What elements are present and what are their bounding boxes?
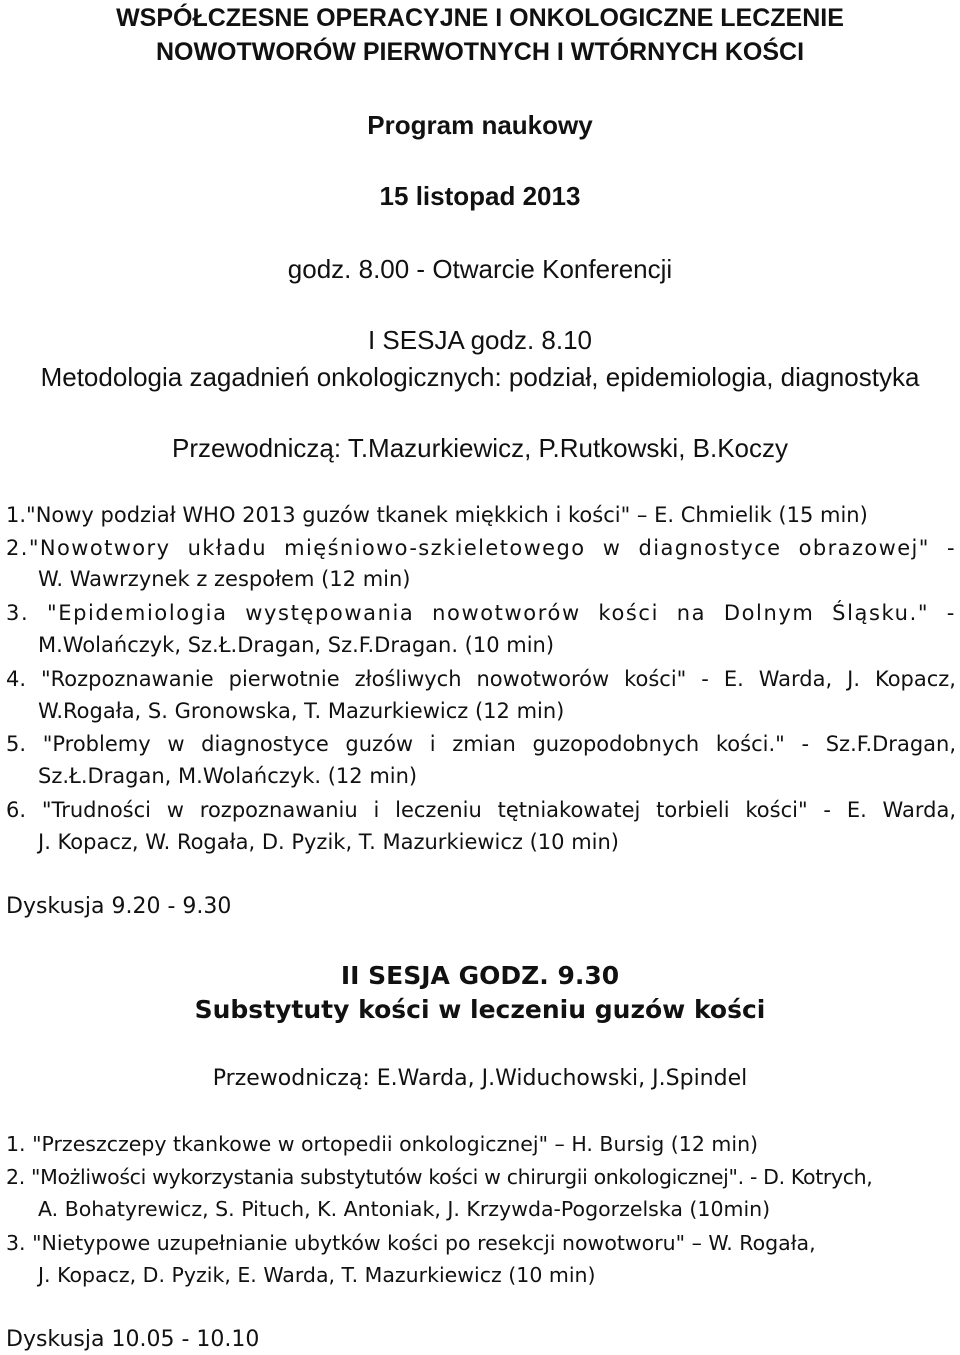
talk-authors: J. Kopacz, D. Pyzik, E. Warda, T. Mazurkiewicz (10 min) — [38, 1263, 596, 1287]
program-heading: Program naukowy — [367, 110, 593, 140]
talk-title: 3. "Nietypowe uzupełnianie ubytków kości po resekcji nowotworu" – W. Rogała, — [6, 1231, 816, 1255]
session-2-heading: II SESJA GODZ. 9.30 — [340, 961, 620, 990]
talk-text: 1. "Przeszczepy tkankowe w ortopedii onkologicznej" – H. Bursig (12 min) — [6, 1132, 759, 1156]
page-title-line-1: WSPÓŁCZESNE OPERACYJNE I ONKOLOGICZNE LECZENIE — [116, 4, 844, 32]
page-title-line-2: NOWOTWORÓW PIERWOTNYCH I WTÓRNYCH KOŚCI — [155, 38, 805, 66]
session-1-topic: Metodologia zagadnień onkologicznych: podział, epidemiologia, diagnostyka — [40, 362, 920, 392]
talk-title: 2."Nowotwory układu mięśniowo-szkieletowego w diagnostyce obrazowej" - — [6, 536, 956, 560]
talk-authors: Sz.Ł.Dragan, M.Wolańczyk. (12 min) — [38, 764, 418, 788]
session-2-talk-2 — [6, 1161, 872, 1225]
talk-title: 5. "Problemy w diagnostyce guzów i zmian guzopodobnych kości." - Sz.F.Dragan, — [6, 732, 956, 756]
session-1-talk-3 — [6, 597, 956, 661]
talk-authors: W.Rogała, S. Gronowska, T. Mazurkiewicz (12 min) — [38, 699, 565, 723]
talk-authors: J. Kopacz, W. Rogała, D. Pyzik, T. Mazurkiewicz (10 min) — [38, 830, 619, 854]
session-1-talk-5 — [6, 728, 956, 792]
session-1-talk-2 — [6, 532, 956, 595]
talk-title: 4. "Rozpoznawanie pierwotnie złośliwych nowotworów kości" - E. Warda, J. Kopacz, — [6, 667, 956, 691]
talk-title: 3. "Epidemiologia występowania nowotworów kości na Dolnym Śląsku." - — [6, 601, 956, 625]
opening-time: godz. 8.00 - Otwarcie Konferencji — [287, 254, 673, 284]
talk-authors: A. Bohatyrewicz, S. Pituch, K. Antoniak, J. Krzywda-Pogorzelska (10min) — [38, 1197, 771, 1221]
session-1-heading: I SESJA godz. 8.10 — [367, 325, 593, 355]
talk-title: 6. "Trudności w rozpoznawaniu i leczeniu tętniakowatej torbieli kości" - E. Warda, — [6, 798, 956, 822]
talk-text: 1."Nowy podział WHO 2013 guzów tkanek miękkich i kości" – E. Chmielik (15 min) — [6, 503, 868, 527]
session-2-chairs: Przewodniczą: E.Warda, J.Widuchowski, J.Spindel — [212, 1066, 748, 1091]
talk-title: 2. "Możliwości wykorzystania substytutów kości w chirurgii onkologicznej". - D. Kotrych, — [6, 1165, 873, 1189]
session-2-talk-1 — [6, 1128, 758, 1160]
session-1-talk-1 — [6, 499, 956, 531]
session-2-talk-3 — [6, 1227, 816, 1291]
session-2-topic: Substytuty kości w leczeniu guzów kości — [194, 995, 766, 1024]
session-1-chairs: Przewodniczą: T.Mazurkiewicz, P.Rutkowski, B.Koczy — [171, 433, 789, 463]
talk-authors: M.Wolańczyk, Sz.Ł.Dragan, Sz.F.Dragan. (10 min) — [38, 633, 555, 657]
session-2-discussion: Dyskusja 10.05 - 10.10 — [6, 1327, 260, 1352]
session-1-talk-6 — [6, 794, 956, 858]
conference-date: 15 listopad 2013 — [379, 181, 581, 211]
talk-authors: W. Wawrzynek z zespołem (12 min) — [38, 567, 411, 591]
session-1-discussion: Dyskusja 9.20 - 9.30 — [6, 894, 232, 919]
session-1-talk-4 — [6, 663, 956, 727]
